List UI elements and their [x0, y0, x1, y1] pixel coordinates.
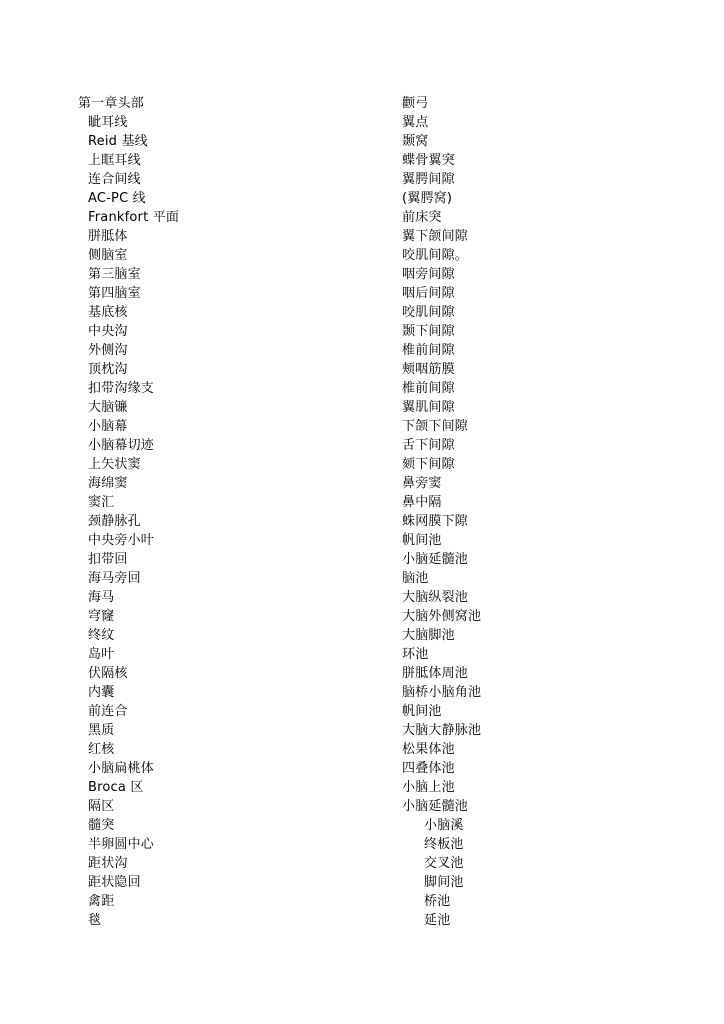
term-item: 内囊	[88, 685, 115, 700]
subterm-item: 小脑溪	[424, 818, 464, 833]
term-item: 舌下间隙	[402, 438, 455, 453]
term-item: 第四脑室	[88, 286, 141, 301]
term-item: 眦耳线	[88, 115, 128, 130]
term-item: 窦汇	[88, 495, 115, 510]
subterm-item: 脚间池	[424, 875, 464, 890]
term-item: 中央沟	[88, 324, 128, 339]
term-item: 帆间池	[402, 704, 442, 719]
term-item: 咽后间隙	[402, 286, 455, 301]
term-item: Reid 基线	[88, 134, 148, 149]
term-item: Frankfort 平面	[88, 210, 180, 225]
term-item: 髓突	[88, 818, 115, 833]
term-item: 第三脑室	[88, 267, 141, 282]
term-item: 翼点	[402, 115, 429, 130]
right-term-list	[402, 94, 702, 816]
term-item: 海绵窦	[88, 476, 128, 491]
subterm-item: 交叉池	[424, 856, 464, 871]
term-item: 鼻中隔	[402, 495, 442, 510]
term-item: 连合间线	[88, 172, 141, 187]
term-item: 颞下间隙	[402, 324, 455, 339]
term-item: 距状沟	[88, 856, 128, 871]
term-item: 大脑纵裂池	[402, 590, 469, 605]
term-item: 咬肌间隙。	[402, 248, 469, 263]
term-item: 中央旁小叶	[88, 533, 155, 548]
subterm-item: 终板池	[424, 837, 464, 852]
term-item: 穹窿	[88, 609, 115, 624]
term-item: 蛛网膜下隙	[402, 514, 469, 529]
term-item: 上矢状窦	[88, 457, 141, 472]
term-item: 翼下颌间隙	[402, 229, 469, 244]
term-item: 大脑镰	[88, 400, 128, 415]
term-item: 前连合	[88, 704, 128, 719]
term-item: 大脑外侧窝池	[402, 609, 482, 624]
term-item: 岛叶	[88, 647, 115, 662]
term-item: 咽旁间隙	[402, 267, 455, 282]
term-item: 下颌下间隙	[402, 419, 469, 434]
term-item: 大脑脚池	[402, 628, 455, 643]
term-item: 禽距	[88, 894, 115, 909]
term-item: 脑桥小脑角池	[402, 685, 482, 700]
term-item: 基底核	[88, 305, 128, 320]
term-item: 鼻旁窦	[402, 476, 442, 491]
term-item: Broca 区	[88, 780, 144, 795]
term-item: 距状隐回	[88, 875, 141, 890]
term-item: 颏下间隙	[402, 457, 455, 472]
subterm-item: 桥池	[424, 894, 451, 909]
term-item: 四叠体池	[402, 761, 455, 776]
term-item: 扣带沟缘支	[88, 381, 155, 396]
term-item: 小脑上池	[402, 780, 455, 795]
term-item: AC-PC 线	[88, 191, 146, 206]
left-term-column	[78, 94, 378, 930]
term-item: 颞窝	[402, 134, 429, 149]
term-item: 毯	[88, 913, 102, 928]
right-subterm-list	[402, 816, 702, 930]
term-item: 顶枕沟	[88, 362, 128, 377]
term-item: 蝶骨翼突	[402, 153, 455, 168]
term-item: 帆间池	[402, 533, 442, 548]
right-term-column	[402, 94, 702, 930]
term-item: 咬肌间隙	[402, 305, 455, 320]
term-item: 小脑幕	[88, 419, 128, 434]
term-item: 小脑扁桃体	[88, 761, 155, 776]
term-item: 松果体池	[402, 742, 455, 757]
term-item: 扣带回	[88, 552, 128, 567]
term-item: 颊咽筋膜	[402, 362, 455, 377]
term-item: 翼腭间隙	[402, 172, 455, 187]
term-item: 椎前间隙	[402, 381, 455, 396]
term-item: 侧脑室	[88, 248, 128, 263]
term-item: 小脑延髓池	[402, 799, 469, 814]
term-item: 小脑幕切迹	[88, 438, 155, 453]
term-item: 椎前间隙	[402, 343, 455, 358]
term-item: 海马	[88, 590, 115, 605]
term-item: 终纹	[88, 628, 115, 643]
term-item: 海马旁回	[88, 571, 141, 586]
term-item: (翼腭窝)	[402, 191, 453, 206]
term-item: 脑池	[402, 571, 429, 586]
term-item: 胼胝体周池	[402, 666, 469, 681]
term-item: 黑质	[88, 723, 115, 738]
term-item: 上眶耳线	[88, 153, 141, 168]
term-item: 颈静脉孔	[88, 514, 141, 529]
subterm-item: 延池	[424, 913, 451, 928]
term-item: 红核	[88, 742, 115, 757]
term-item: 环池	[402, 647, 429, 662]
term-item: 胼胝体	[88, 229, 128, 244]
left-term-list	[78, 113, 378, 930]
chapter-heading: 第一章头部	[78, 96, 145, 111]
term-item: 小脑延髓池	[402, 552, 469, 567]
term-item: 大脑大静脉池	[402, 723, 482, 738]
term-item: 隔区	[88, 799, 115, 814]
term-item: 半卵圆中心	[88, 837, 155, 852]
term-item: 伏隔核	[88, 666, 128, 681]
term-item: 前床突	[402, 210, 442, 225]
term-item: 颧弓	[402, 96, 429, 111]
term-item: 翼肌间隙	[402, 400, 455, 415]
term-item: 外侧沟	[88, 343, 128, 358]
